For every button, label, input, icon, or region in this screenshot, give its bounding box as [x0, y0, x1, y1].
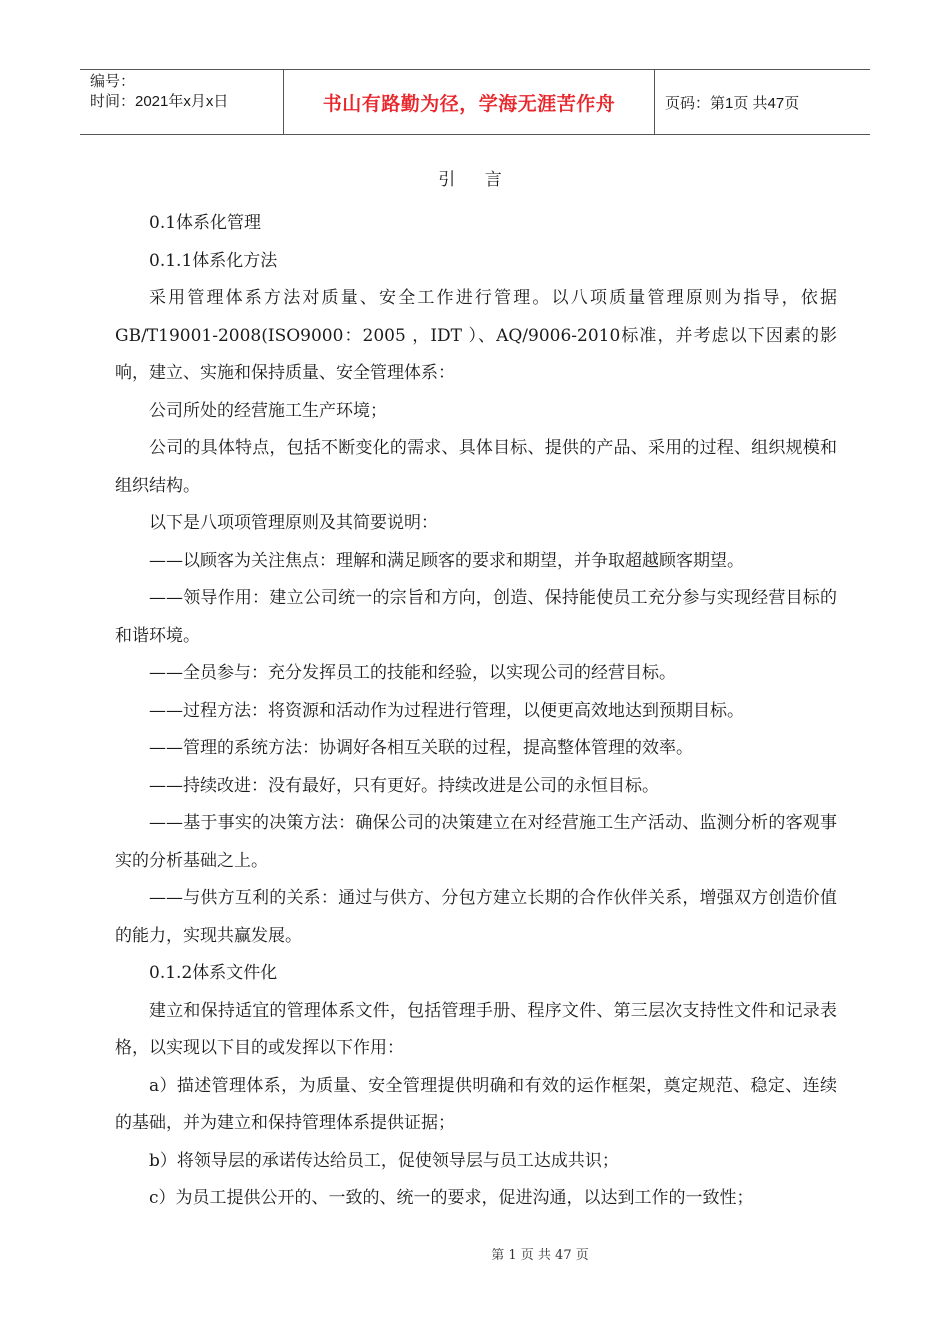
principle-item: ——与供方互利的关系：通过与供方、分包方建立长期的合作伙伴关系，增强双方创造价值的能力，实现共赢发展。	[115, 888, 837, 946]
principle-item: ——以顾客为关注焦点：理解和满足顾客的要求和期望，并争取超越顾客期望。	[149, 550, 744, 571]
header-meta-cell	[80, 70, 283, 134]
paragraph: 以下是八项项管理原则及其简要说明：	[149, 513, 438, 533]
page-footer: 第 1 页 共 47 页	[491, 1248, 589, 1263]
principle-item: ——全员参与：充分发挥员工的技能和经验，以实现公司的经营目标。	[149, 663, 676, 683]
heading-0-1: 0.1体系化管理	[149, 213, 262, 233]
list-item: c）为员工提供公开的、一致的、统一的要求，促进沟通，以达到工作的一致性；	[149, 1188, 754, 1208]
principle-item: ——过程方法：将资源和活动作为过程进行管理，以便更高效地达到预期目标。	[149, 700, 744, 721]
document-number-label: 编号：	[90, 73, 136, 90]
header-page-cell	[655, 70, 870, 134]
document-body	[115, 165, 837, 1218]
document-header	[80, 69, 870, 135]
principle-item: ——基于事实的决策方法：确保公司的决策建立在对经营施工生产活动、监测分析的客观事实的分析基础之上。	[115, 813, 837, 871]
header-page-info: 页码：第1页 共47页	[665, 94, 800, 112]
heading-0-1-2: 0.1.2体系文件化	[149, 963, 278, 983]
list-item: b）将领导层的承诺传达给员工，促使领导层与员工达成共识；	[149, 1150, 619, 1171]
paragraph: 建立和保持适宜的管理体系文件，包括管理手册、程序文件、第三层次支持性文件和记录表格，以实现以下目的或发挥以下作用：	[115, 1000, 837, 1058]
heading-0-1-1: 0.1.1体系化方法	[149, 250, 278, 271]
principle-item: ——领导作用：建立公司统一的宗旨和方向，创造、保持能使员工充分参与实现经营目标的和谐环境。	[115, 588, 837, 646]
principle-item: ——持续改进：没有最好，只有更好。持续改进是公司的永恒目标。	[149, 775, 659, 796]
header-motto: 书山有路勤为径，学海无涯苦作舟	[322, 93, 616, 115]
document-date-label: 时间：2021年x月x日	[90, 93, 229, 110]
principle-item: ——管理的系统方法：协调好各相互关联的过程，提高整体管理的效率。	[149, 738, 693, 758]
section-title: 引 言	[438, 170, 514, 190]
header-motto-cell	[283, 70, 655, 134]
paragraph: 公司的具体特点，包括不断变化的需求、具体目标、提供的产品、采用的过程、组织规模和组织结构。	[115, 438, 837, 496]
paragraph: 采用管理体系方法对质量、安全工作进行管理。以八项质量管理原则为指导，依据GB/T19001-2008(ISO9000：2005 ，IDT ）、AQ/9006-2010标准，并考虑以下因素的影响，建立、实施和保持质量、安全管理体系：	[115, 288, 837, 383]
paragraph: 公司所处的经营施工生产环境；	[149, 400, 387, 421]
list-item: a）描述管理体系，为质量、安全管理提供明确和有效的运作框架，奠定规范、稳定、连续的基础，并为建立和保持管理体系提供证据；	[115, 1075, 837, 1133]
